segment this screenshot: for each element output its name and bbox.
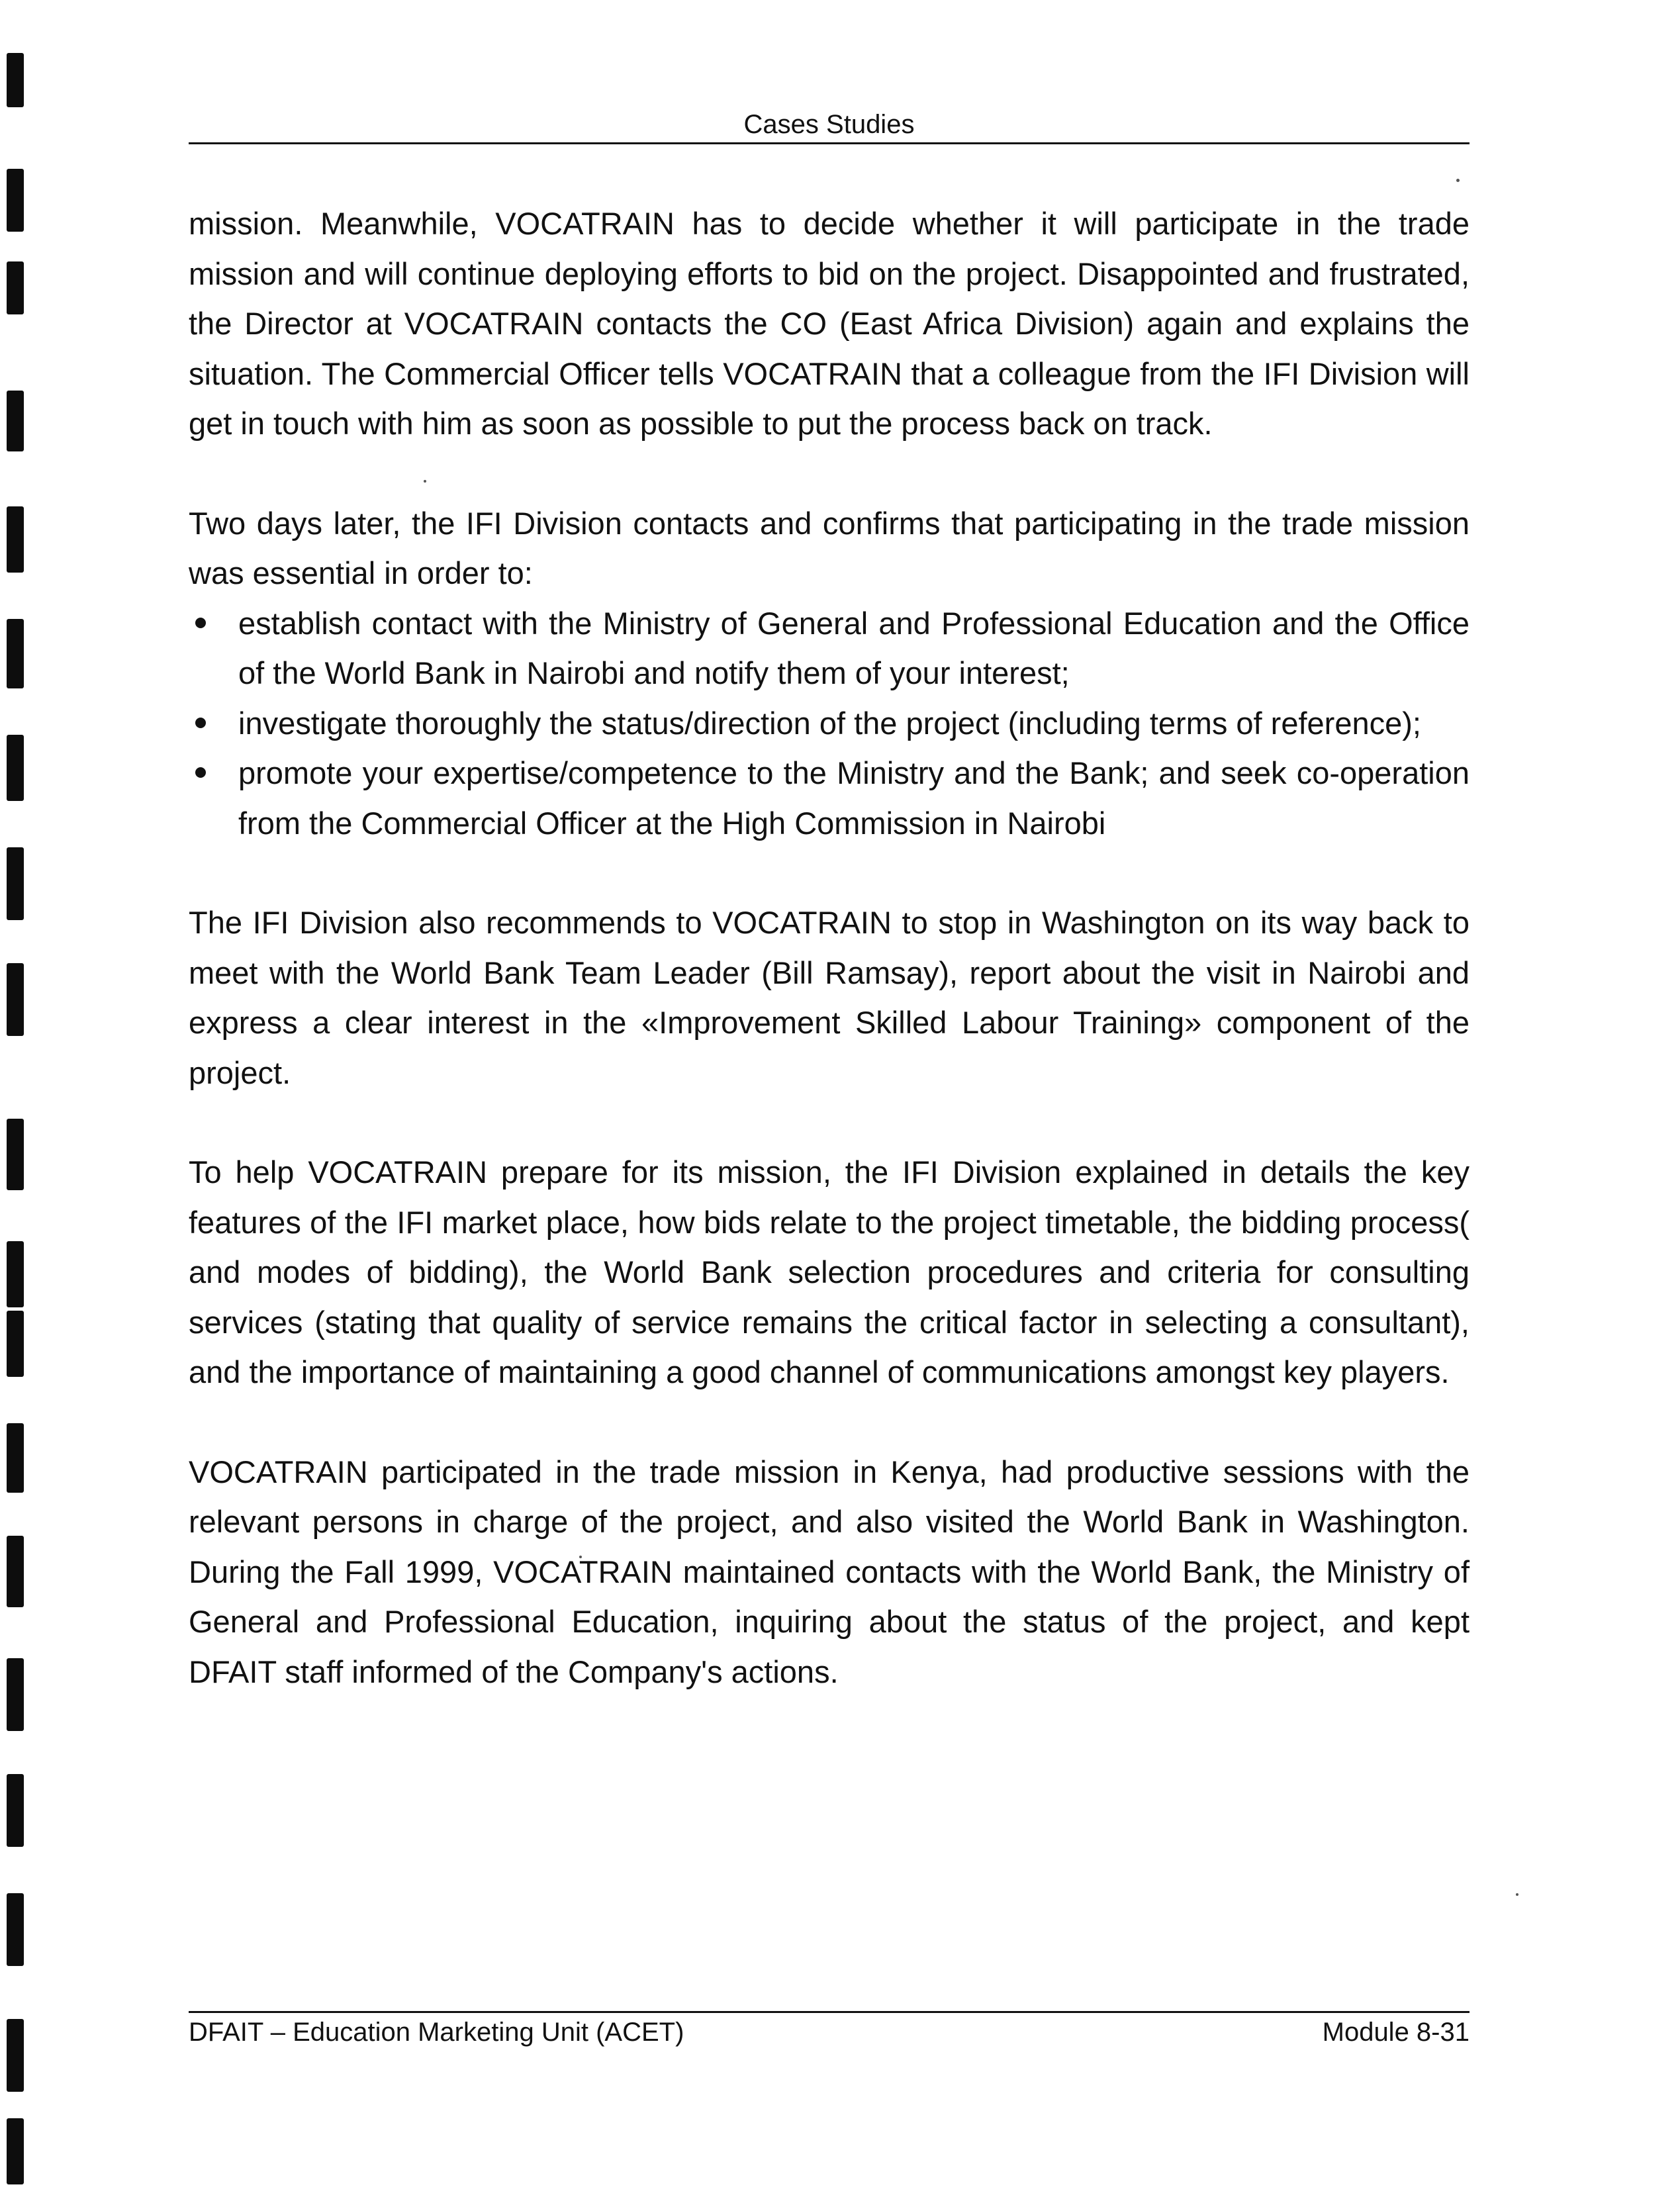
binder-mark [7, 1241, 24, 1307]
footer-page-number: Module 8-31 [1322, 2018, 1470, 2047]
page-header: Cases Studies [743, 110, 915, 139]
binder-mark [7, 53, 24, 107]
binder-mark [7, 847, 24, 920]
footer-rule [189, 2011, 1470, 2013]
bullet-list [189, 598, 1470, 849]
binder-mark [7, 963, 24, 1036]
binder-mark [7, 1119, 24, 1190]
binder-mark [7, 506, 24, 573]
binder-mark [7, 1774, 24, 1847]
binder-mark [7, 1658, 24, 1731]
page-body [189, 199, 1470, 1746]
paragraph: mission. Meanwhile, VOCATRAIN has to decide whether it will participate in the trade mission and will continue deploying efforts to bid on the project. Disappointed and frustrated, the Director at VOCATRAIN contacts the CO (East Africa Division) again and explains the situation. The Commercial Officer tells VOCATRAIN that a colleague from the IFI Division will get in touch with him as soon as possible to put the process back on track. [189, 206, 1470, 441]
list-item [189, 748, 1470, 848]
scan-speck [1516, 1893, 1518, 1896]
paragraph: The IFI Division also recommends to VOCATRAIN to stop in Washington on its way back to meet with the World Bank Team Leader (Bill Ramsay), report about the visit in Nairobi and express a clear interest in the «Improvement Skilled Labour Training» component of the project. [189, 905, 1470, 1090]
binder-mark [7, 1423, 24, 1493]
list-item-text: establish contact with the Ministry of General and Professional Education and the Office of the World Bank in Nairobi and notify them of your interest; [238, 605, 1470, 690]
binder-mark [7, 169, 24, 232]
binder-mark [7, 619, 24, 688]
binder-mark [7, 735, 24, 801]
list-item [189, 698, 1470, 749]
paragraph: VOCATRAIN participated in the trade mission in Kenya, had productive sessions with the relevant persons in charge of the project, and also visited the World Bank in Washington. During the Fall 1999, VOCATRAIN maintained contacts with the World Bank, the Ministry of General and Professional Education, inquiring about the status of the project, and kept DFAIT staff informed of the Company's actions. [189, 1454, 1470, 1689]
bullet-icon [195, 767, 206, 778]
binder-mark [7, 1536, 24, 1607]
binder-mark [7, 2118, 24, 2184]
binder-mark [7, 391, 24, 451]
binder-mark [7, 261, 24, 314]
list-item-text: promote your expertise/competence to the Ministry and the Bank; and seek co-operation from the Commercial Officer at the High Commission in Nairobi [238, 755, 1470, 841]
binder-mark [7, 1311, 24, 1377]
binder-mark [7, 2019, 24, 2092]
footer-source: DFAIT – Education Marketing Unit (ACET) [189, 2018, 684, 2047]
bullet-icon [195, 618, 206, 628]
paragraph: To help VOCATRAIN prepare for its mission, the IFI Division explained in details the key features of the IFI market place, how bids relate to the project timetable, the bidding process( and modes of bidding), the World Bank selection procedures and criteria for consulting services (stating that quality of service remains the critical factor in selecting a consultant), and the importance of maintaining a good channel of communications amongst key players. [189, 1154, 1470, 1389]
binder-mark [7, 1893, 24, 1966]
header-rule [189, 142, 1470, 144]
list-item [189, 598, 1470, 698]
bullet-icon [195, 718, 206, 728]
scan-speck [1456, 179, 1460, 182]
paragraph: Two days later, the IFI Division contacts and confirms that participating in the trade mission was essential in order to: [189, 505, 1470, 590]
list-item-text: investigate thoroughly the status/direction of the project (including terms of reference); [238, 705, 1421, 741]
